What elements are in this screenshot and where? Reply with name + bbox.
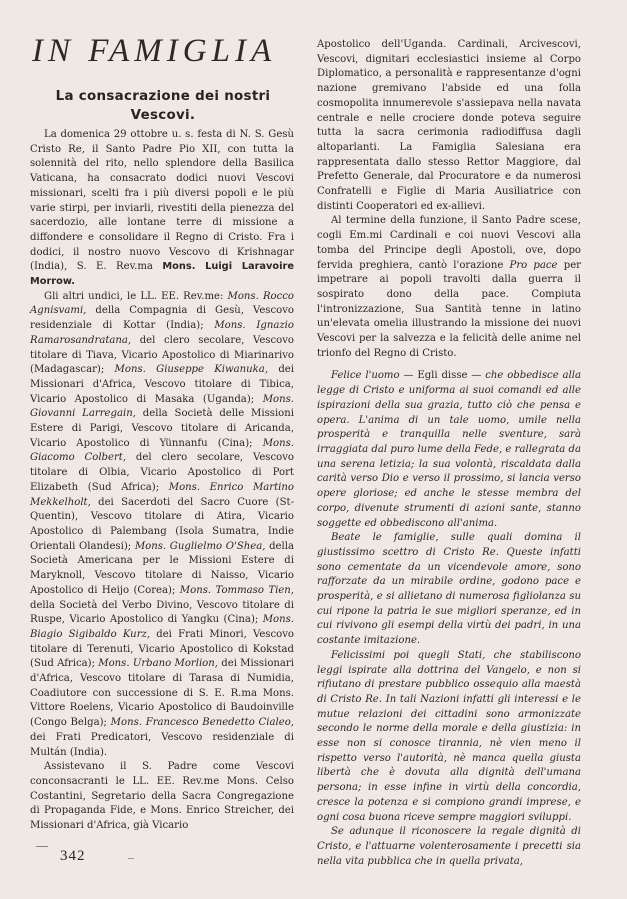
quote-text: Felice l'uomo: [331, 370, 400, 382]
bishop-name: Mons. Rocco Agnisvami,: [30, 290, 294, 317]
quote-paragraph-man: [317, 369, 581, 531]
list-text: dei Missionari d'Africa, Vescovo titolare di Tibica, Vicario Apostolico di Masaka (Uganda);: [30, 364, 294, 405]
quote-attribution: — Egli disse —: [399, 370, 486, 382]
ceremony-text: per impetrare ai popoli travolti dalla guerra il sospirato dono della pace. Compiuta l'intronizzazione, Sua Santità tenne in latino un'elevata omelia illustrando la missione dei nuovi Vescovi per la salvezza e la felicità delle anime nel trionfo del Regno di Cristo.: [317, 259, 581, 359]
bishop-name: Mons. Urbano Morlion,: [98, 658, 218, 670]
list-text: della Società del Verbo Divino, Vescovo titolare di Ruspe, Vicario Apostolico di Yangku (Cina);: [30, 599, 294, 626]
list-text: della Compagnia di Gesù, Vescovo residenziale di Kottar (India);: [30, 305, 294, 332]
section-title: IN FAMIGLIA: [32, 33, 277, 69]
paragraph-consecration-intro: [30, 128, 294, 290]
left-column: [30, 38, 294, 834]
list-text: della Società delle Missioni Estere di Parigi, Vescovo titolare di Aricanda, Vicario Apostolico di Yünnanfu (Cina);: [30, 408, 294, 449]
footer-dash: [36, 846, 48, 847]
ceremony-text: Al termine della funzione, il Santo Padre scese, cogli Em.mi Cardinali e coi nuovi Vescovi alla tomba del Principe degli Apostoli, ove, dopo fervida preghiera, cantò l'orazione: [317, 215, 581, 271]
bishop-name: Mons. Tommaso Tien,: [179, 584, 294, 596]
footer-mark: [128, 858, 134, 859]
quote-paragraph-conclusion: Se adunque il riconoscere la regale dignità di Cristo, e l'attuarne volenterosamente i precetti sia nella vita pubblica che in quella privata,: [317, 826, 581, 867]
paragraph-attendance: Apostolico dell'Uganda. Cardinali, Arcivescovi, Vescovi, dignitari ecclesiastici insieme al Corpo Diplomatico, a personalità e rappresentanze d'ogni nazione gremivano l'abside ed una folla cosmopolita innumerevole s'assiepava nella navata centrale e nelle crociere donde poteva seguire tutta la sacra cerimonia radiodiffusa dagli altoparlanti. La Famiglia Salesiana era rappresentata dallo stesso Rettor Maggiore, dal Prefetto Generale, dal Procuratore e da numerosi Confratelli e Figlie di Maria Ausiliatrice con distinti Cooperatori ed ex-allievi.: [317, 39, 581, 212]
quote-paragraph-states: Felicissimi poi quegli Stati, che stabiliscono leggi ispirate alla dottrina del Vangelo, e non si rifiutano di prestare pubblico ossequio alla maestà di Cristo Re. In tali Nazioni infatti gli interessi e le mutue relazioni dei cittadini sono armonizzate secondo le norme della morale e della giustizia: in esse non si conosce tirannia, nè vien meno il rispetto verso l'autorità, nè manca quella giusta libertà che è dovuta alla dignità dell'umana persona; in esse infine in virtù della concordia, cresce la potenza e si compiono grandi imprese, e ogni cosa buona riceve sempre maggiori sviluppi.: [317, 649, 581, 823]
list-text: del clero secolare, Vescovo titolare di Tiava, Vicario Apostolico di Miarinarivo (Madagascar);: [30, 334, 294, 376]
paragraph-ceremony-end: [317, 214, 581, 361]
bishop-name: Mons. Giacomo Colbert,: [30, 437, 294, 464]
article-title: La consacrazione dei nostri Vescovi.: [55, 89, 271, 123]
intro-text: La domenica 29 ottobre u. s. festa di N. S. Gesù Cristo Re, il Santo Padre Pio XII, con tutta la solennità del rito, nello splendore della Basilica Vaticana, ha consacrato dodici nuovi Vescovi missionari, scelti fra i più diversi popoli e le più varie stirpi, per inviarli, rivestiti della pienezza del sacerdozio, alle lontane terre di missione a diffondere e consolidare il Regno di Cristo. Fra i dodici, il nostro nuovo Vescovo di Krishnagar (India), S. E. Rev.ma: [30, 129, 294, 273]
page-number: 342: [60, 848, 86, 864]
bishop-name: Mons. Enrico Martino Mekkelholt,: [30, 481, 294, 508]
list-text: dei Missionari d'Africa, Vescovo titolare di Tarasa di Numidia, Coadiutore con successione di S. E. R.ma Mons. Vittore Roelens, Vicario Apostolico di Baudoinville (Congo Belga);: [30, 658, 294, 729]
right-column: [317, 38, 581, 869]
list-text: del clero secolare, Vescovo titolare di Olbia, Vicario Apostolico di Port Elizabeth (Sud Africa);: [30, 452, 294, 493]
list-text: Gli altri undici, le LL. EE. Rev.me:: [44, 290, 228, 302]
homily-quote: [317, 369, 581, 869]
spacer: [317, 361, 581, 369]
list-text: dei Frati Minori, Vescovo titolare di Terenuti, Vicario Apostolico di Kokstad (Sud Africa);: [30, 628, 294, 670]
quote-text: che obbedisce alla legge di Cristo e uniforma ai suoi comandi ed alle ispirazioni della sua grazia, tutto ciò che pensa e opera. L'anima di un tale uomo, umile nella prosperità e tranquilla nelle sventure, sarà irraggiata dal puro lume della Fede, e rallegrata da una serena letizia; la sua volontà, riscaldata dalla carità verso Dio e verso il prossimo, si lancia verso opere gloriose; ed anche le stesse membra del corpo, divenute strumenti di azioni sante, stanno soggette ed obbediscono all'anima.: [317, 370, 581, 529]
quote-paragraph-families: Beate le famiglie, sulle quali domina il giustissimo scettro di Cristo Re. Queste infatti sono cementate da un vicendevole amore, sono rafforzate da un mirabile ordine, godono pace e prosperità, e si allietano di numerosa figliolanza su cui ripone la patria le sue migliori speranze, ed in cui rivivono gli esempi della virtù dei padri, in una costante imitazione.: [317, 532, 581, 647]
paragraph-bishops-list: [30, 290, 294, 761]
list-text: dei Sacerdoti del Sacro Cuore (St-Quentin), Vescovo titolare di Atira, Vicario Apostolico di Palembang (Isola Sumatra, Indie Orientali Olandesi);: [30, 496, 294, 552]
bishop-name: Mons. Ignazio Ramarosandratana,: [30, 320, 294, 346]
paragraph-assistants: Assistevano il S. Padre come Vescovi conconsacranti le LL. EE. Rev.me Mons. Celso Costantini, Segretario della Sacra Congregazione di Propaganda Fide, e Mons. Enrico Streicher, dei Missionari d'Africa, già Vicario: [30, 761, 294, 832]
bishop-name: Mons. Francesco Benedetto Cialeo,: [110, 717, 294, 729]
bishop-name: Mons. Guglielmo O'Shea,: [134, 540, 266, 552]
list-text: dei Frati Predicatori, Vescovo residenziale di Multán (India).: [30, 731, 294, 758]
bishop-name: Mons. Giuseppe Kiwanuka,: [114, 364, 269, 376]
list-text: della Società Americana per le Missioni Estere di Maryknoll, Vescovo titolare di Naisso, Vicario Apostolico di Heijo (Corea);: [30, 540, 294, 596]
pro-pace-title: Pro pace: [509, 259, 558, 271]
bishop-name: Mons. Biagio Sigibaldo Kurz,: [30, 614, 294, 640]
bishop-name-highlight: Mons. Luigi Laravoire Morrow.: [30, 261, 294, 288]
bishop-name: Mons. Giovanni Larregain,: [30, 393, 294, 420]
